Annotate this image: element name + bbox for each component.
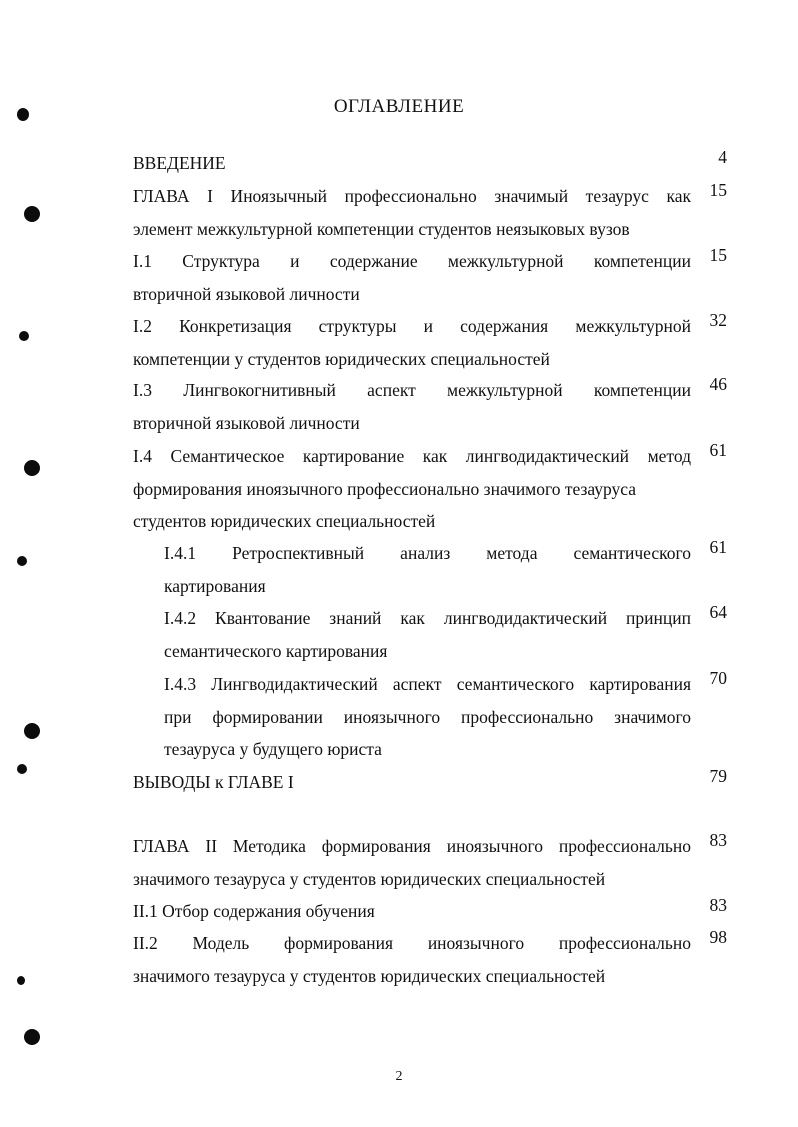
toc-line: вторичной языковой личности: [133, 283, 360, 304]
toc-entry: [133, 310, 727, 375]
toc-entry: [133, 374, 727, 439]
page-title: ОГЛАВЛЕНИЕ: [333, 96, 465, 117]
toc-entry: [164, 537, 727, 602]
toc-entry: [133, 440, 727, 538]
toc-line: семантического картирования: [164, 640, 388, 661]
toc-line: ВВЕДЕНИЕ: [133, 153, 226, 173]
toc-line: элемент межкультурной компетенции студентов неязыковых вузов: [133, 218, 630, 239]
toc-line: II.2 Модель формирования иноязычного профессионально: [133, 933, 691, 953]
toc-line: I.4.1 Ретроспективный анализ метода семантического: [164, 543, 691, 563]
toc-entry: [133, 895, 727, 928]
toc-line: при формировании иноязычного профессионально значимого: [164, 706, 691, 727]
punch-hole: [24, 723, 40, 739]
toc-line: II.1 Отбор содержания обучения: [133, 901, 375, 921]
toc-line: картирования: [164, 575, 266, 596]
punch-hole: [24, 460, 40, 476]
punch-hole: [24, 1029, 40, 1045]
punch-hole: [17, 556, 27, 566]
toc-line: ВЫВОДЫ к ГЛАВЕ I: [133, 772, 294, 792]
toc-entry: [133, 180, 727, 245]
toc-line: I.4.3 Лингводидактический аспект семантического картирования: [164, 674, 691, 694]
toc-entry: [133, 830, 727, 895]
toc-page-number: 83: [709, 895, 727, 915]
toc-entry: [133, 147, 727, 180]
punch-hole: [17, 764, 27, 774]
toc-line: I.4 Семантическое картирование как лингводидактический метод: [133, 446, 691, 466]
toc-page-number: 83: [709, 830, 727, 850]
toc-page-number: 15: [709, 180, 727, 200]
toc-line: вторичной языковой личности: [133, 412, 360, 433]
toc-page-number: 32: [709, 310, 727, 330]
punch-hole: [19, 331, 29, 341]
toc-page-number: 98: [709, 927, 727, 947]
toc-line: значимого тезауруса у студентов юридических специальностей: [133, 868, 606, 889]
toc-line: ГЛАВА II Методика формирования иноязычного профессионально: [133, 836, 691, 856]
toc-page-number: 61: [709, 440, 727, 460]
toc-line: I.2 Конкретизация структуры и содержания межкультурной: [133, 316, 691, 336]
toc-entry: [133, 766, 727, 799]
toc-line: тезауруса у будущего юриста: [164, 739, 382, 759]
punch-hole: [17, 976, 25, 985]
toc-line: I.1 Структура и содержание межкультурной компетенции: [133, 251, 691, 271]
toc-line: ГЛАВА I Иноязычный профессионально значимый тезаурус как: [133, 186, 691, 206]
toc-line: компетенции у студентов юридических специальностей: [133, 348, 550, 369]
page-number: 2: [395, 1069, 403, 1084]
toc-page-number: 15: [709, 245, 727, 265]
toc-line: I.4.2 Квантование знаний как лингводидактический принцип: [164, 608, 691, 628]
toc-page-number: 70: [709, 668, 727, 688]
punch-hole: [24, 206, 40, 222]
toc-line: студентов юридических специальностей: [133, 511, 436, 531]
toc-entry: [164, 602, 727, 667]
toc-entry: [133, 927, 727, 992]
toc-page-number: 4: [718, 147, 727, 167]
toc-entry: [133, 245, 727, 310]
toc-page-number: 64: [709, 602, 727, 622]
toc-page-number: 61: [709, 537, 727, 557]
toc-line: значимого тезауруса у студентов юридических специальностей: [133, 965, 606, 986]
toc-line: I.3 Лингвокогнитивный аспект межкультурной компетенции: [133, 380, 691, 400]
toc-line: формирования иноязычного профессионально значимого тезауруса: [133, 478, 637, 499]
toc-page-number: 79: [709, 766, 727, 786]
toc-entry: [164, 668, 727, 766]
toc-page-number: 46: [709, 374, 727, 394]
